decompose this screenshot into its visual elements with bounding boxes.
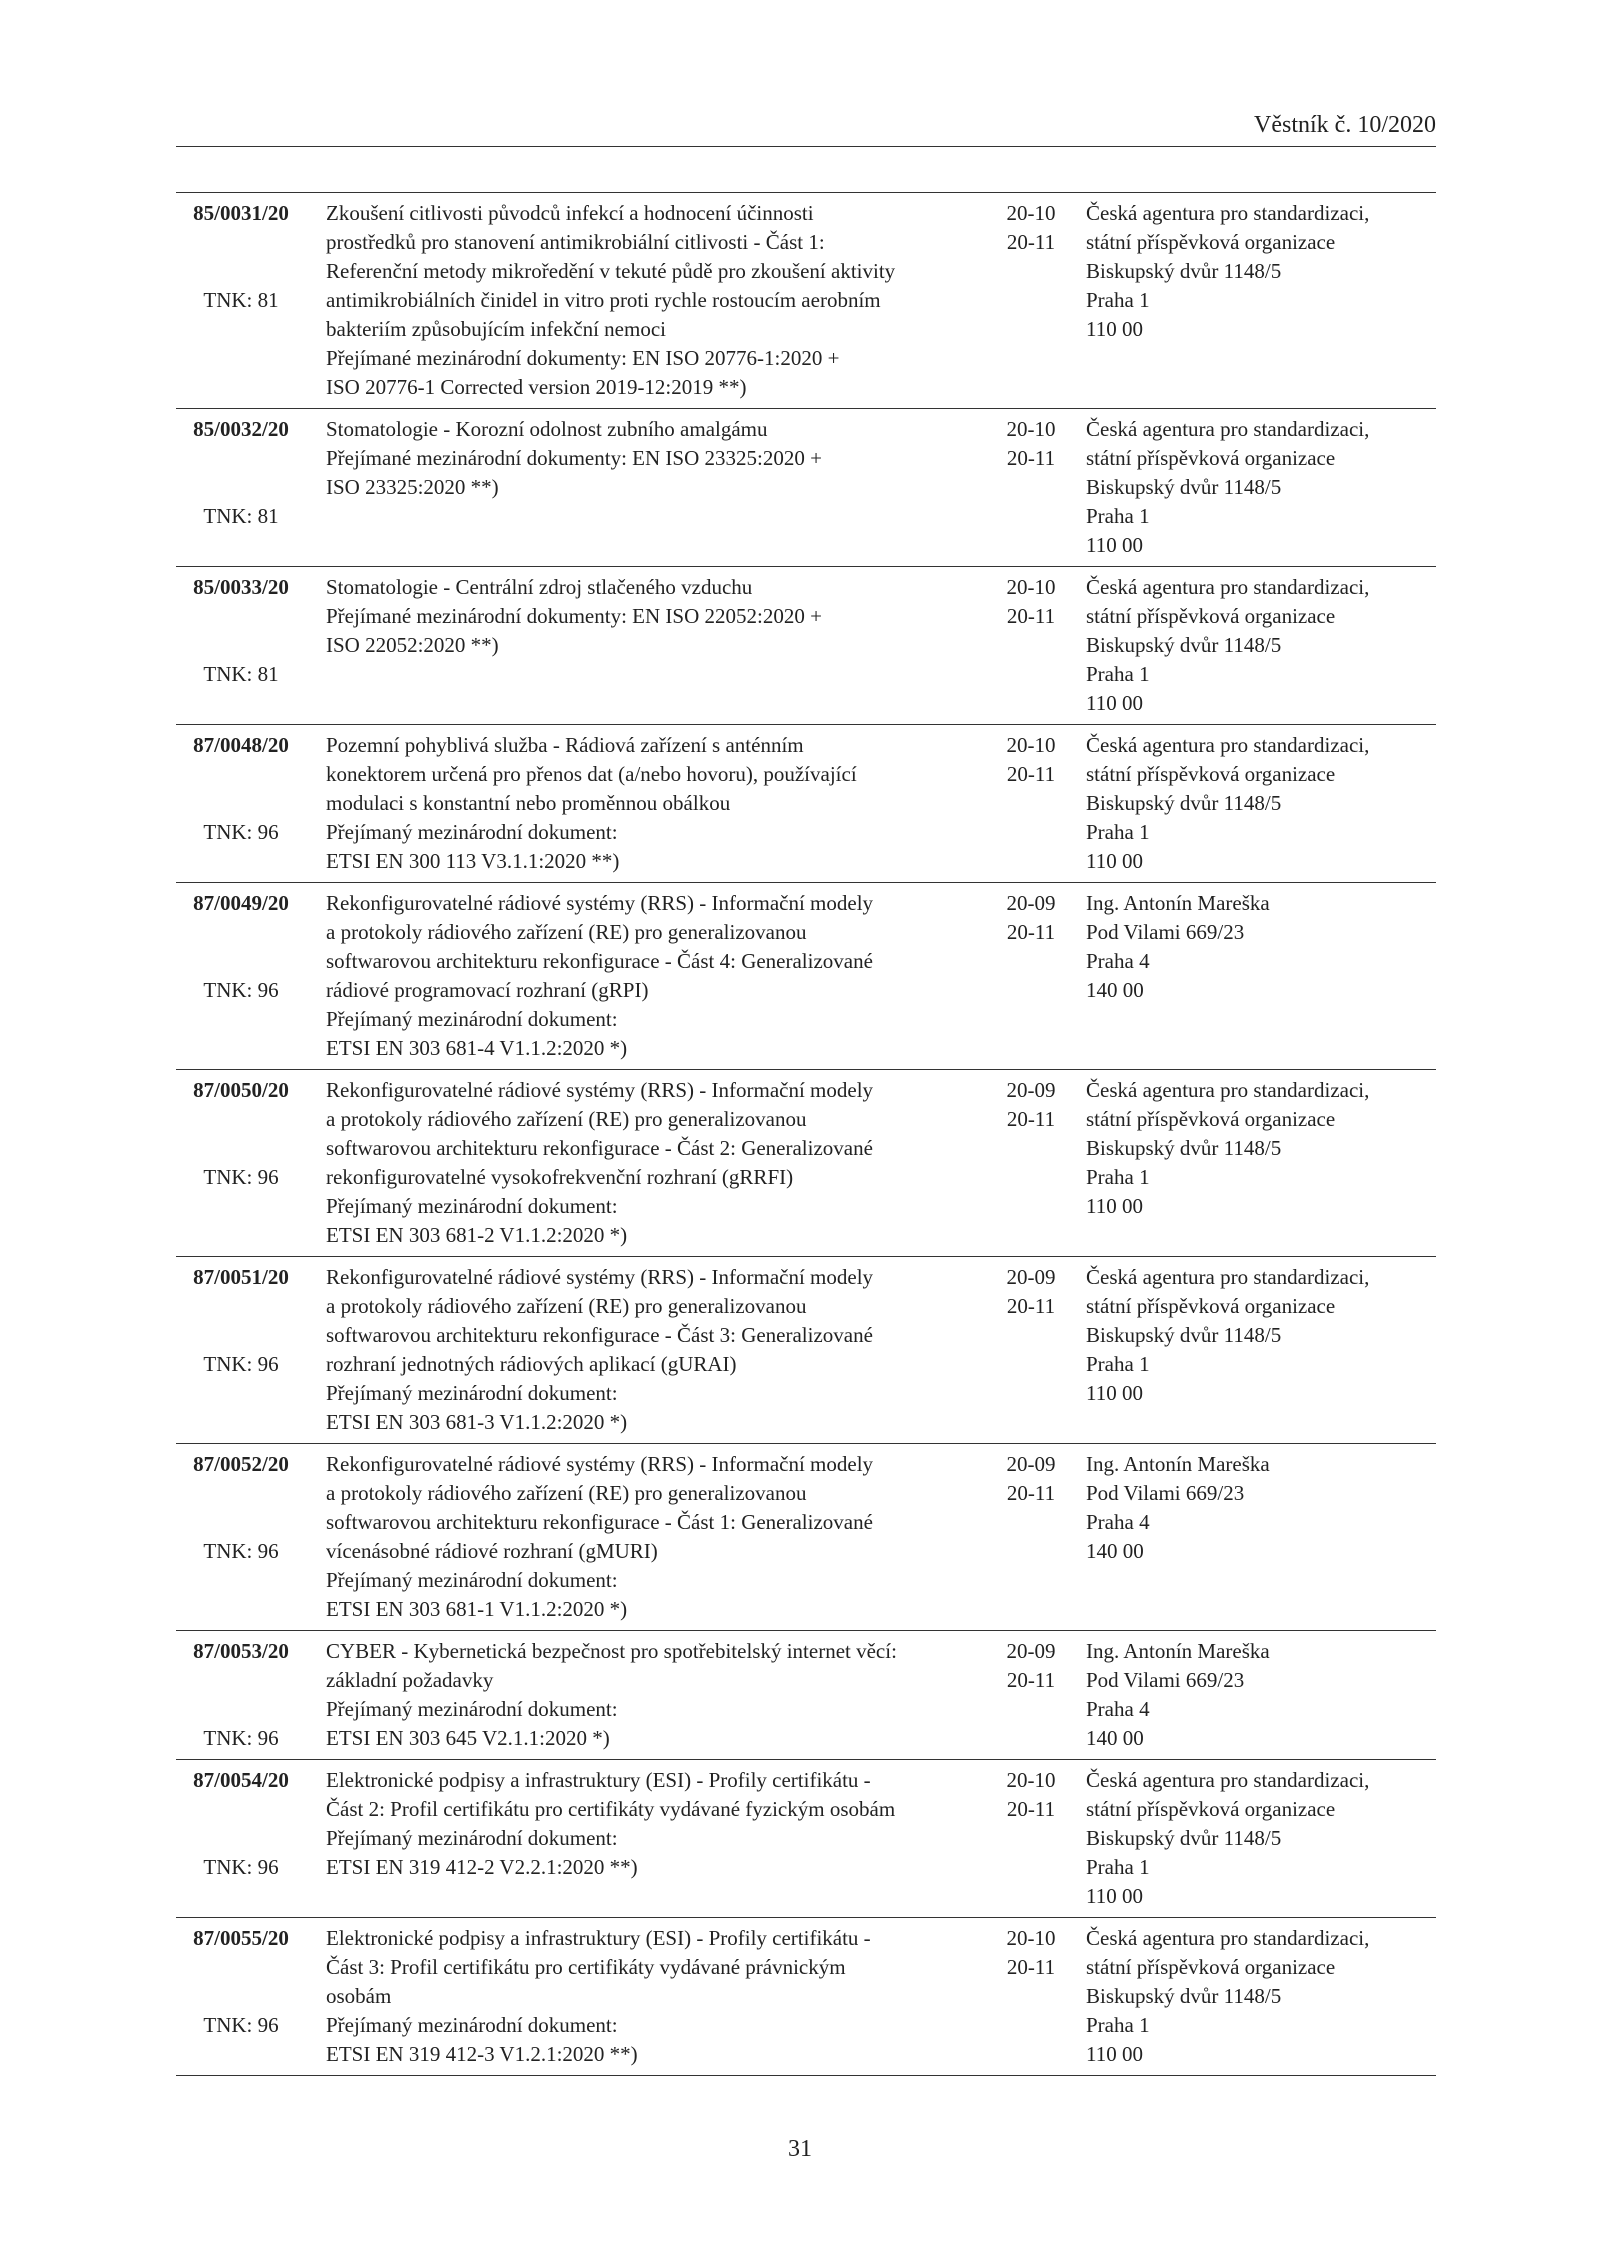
title-line: Stomatologie - Korozní odolnost zubního amalgámu	[326, 417, 768, 441]
dates-cell	[986, 1076, 1076, 1250]
title-line: Elektronické podpisy a infrastruktury (ESI) - Profily certifikátu -	[326, 1768, 871, 1792]
table-row	[176, 566, 1436, 724]
address-line: Biskupský dvůr 1148/5	[1086, 1984, 1282, 2008]
address-line: Pod Vilami 669/23	[1086, 920, 1245, 944]
title-line: Přejímaný mezinárodní dokument:	[326, 1826, 618, 1850]
address-line: státní příspěvková organizace	[1086, 604, 1336, 628]
title-line: konektorem určená pro přenos dat (a/nebo hovoru), používající	[326, 762, 857, 786]
dates-cell	[986, 731, 1076, 876]
processor-address-cell	[1076, 1076, 1436, 1250]
title-line: Stomatologie - Centrální zdroj stlačeného vzduchu	[326, 575, 753, 599]
tnk-number: TNK: 96	[203, 1165, 279, 1189]
standard-title-cell	[306, 1924, 986, 2069]
date-value: 20-11	[1006, 1107, 1056, 1131]
tnk-number: TNK: 81	[203, 504, 279, 528]
address-line: Biskupský dvůr 1148/5	[1086, 259, 1282, 283]
address-line: státní příspěvková organizace	[1086, 446, 1336, 470]
title-line: a protokoly rádiového zařízení (RE) pro generalizovanou	[326, 1107, 807, 1131]
journal-title: Věstník č. 10/2020	[1254, 112, 1436, 138]
standard-title-cell	[306, 731, 986, 876]
processor-address-cell	[1076, 1766, 1436, 1911]
address-line: Pod Vilami 669/23	[1086, 1668, 1245, 1692]
tnk-number: TNK: 96	[203, 1539, 279, 1563]
address-line: státní příspěvková organizace	[1086, 1107, 1336, 1131]
processor-address-cell	[1076, 1450, 1436, 1624]
title-line: a protokoly rádiového zařízení (RE) pro generalizovanou	[326, 920, 807, 944]
standard-number: 87/0049/20	[193, 891, 289, 915]
standard-id-cell	[176, 731, 306, 876]
address-line: Česká agentura pro standardizaci,	[1086, 1926, 1370, 1950]
address-line: státní příspěvková organizace	[1086, 762, 1336, 786]
address-line: Praha 1	[1086, 288, 1150, 312]
table-row	[176, 724, 1436, 882]
address-line: 110 00	[1086, 1194, 1143, 1218]
address-line: státní příspěvková organizace	[1086, 1294, 1336, 1318]
title-line: Elektronické podpisy a infrastruktury (ESI) - Profily certifikátu -	[326, 1926, 871, 1950]
page-header	[176, 110, 1436, 147]
processor-address-cell	[1076, 573, 1436, 718]
address-line: Ing. Antonín Mareška	[1086, 1639, 1270, 1663]
standard-number: 85/0031/20	[193, 201, 289, 225]
standard-title-cell	[306, 1637, 986, 1753]
address-line: Česká agentura pro standardizaci,	[1086, 1768, 1370, 1792]
title-line: Přejímaný mezinárodní dokument:	[326, 1568, 618, 1592]
standard-id-cell	[176, 1924, 306, 2069]
dates-cell	[986, 415, 1076, 560]
dates-cell	[986, 1766, 1076, 1911]
address-line: státní příspěvková organizace	[1086, 1797, 1336, 1821]
title-line: prostředků pro stanovení antimikrobiální citlivosti - Část 1:	[326, 230, 825, 254]
standard-number: 85/0033/20	[193, 575, 289, 599]
title-line: Zkoušení citlivosti původců infekcí a hodnocení účinnosti	[326, 201, 814, 225]
title-line: Přejímané mezinárodní dokumenty: EN ISO 23325:2020 +	[326, 446, 822, 470]
address-line: Česká agentura pro standardizaci,	[1086, 733, 1370, 757]
address-line: 140 00	[1086, 978, 1144, 1002]
address-line: 110 00	[1086, 533, 1143, 557]
dates-cell	[986, 1924, 1076, 2069]
address-line: Pod Vilami 669/23	[1086, 1481, 1245, 1505]
title-line: a protokoly rádiového zařízení (RE) pro generalizovanou	[326, 1294, 807, 1318]
standard-number: 85/0032/20	[193, 417, 289, 441]
title-line: softwarovou architekturu rekonfigurace - Část 2: Generalizované	[326, 1136, 873, 1160]
title-line: Přejímaný mezinárodní dokument:	[326, 1697, 618, 1721]
standard-number: 87/0055/20	[193, 1926, 289, 1950]
tnk-number: TNK: 96	[203, 1726, 279, 1750]
title-line: softwarovou architekturu rekonfigurace - Část 1: Generalizované	[326, 1510, 873, 1534]
table-row	[176, 1759, 1436, 1917]
processor-address-cell	[1076, 731, 1436, 876]
standard-title-cell	[306, 1076, 986, 1250]
standards-table	[176, 192, 1436, 2076]
title-line: ETSI EN 303 681-1 V1.1.2:2020 *)	[326, 1597, 628, 1621]
address-line: 110 00	[1086, 849, 1143, 873]
standard-number: 87/0052/20	[193, 1452, 289, 1476]
address-line: Praha 4	[1086, 949, 1150, 973]
date-value: 20-09	[1006, 1265, 1056, 1289]
processor-address-cell	[1076, 889, 1436, 1063]
dates-cell	[986, 1637, 1076, 1753]
processor-address-cell	[1076, 1637, 1436, 1753]
processor-address-cell	[1076, 415, 1436, 560]
standard-id-cell	[176, 889, 306, 1063]
standard-number: 87/0053/20	[193, 1639, 289, 1663]
address-line: 140 00	[1086, 1539, 1144, 1563]
title-line: vícenásobné rádiové rozhraní (gMURI)	[326, 1539, 658, 1563]
tnk-number: TNK: 81	[203, 288, 279, 312]
title-line: Rekonfigurovatelné rádiové systémy (RRS) - Informační modely	[326, 891, 874, 915]
date-value: 20-11	[1006, 604, 1056, 628]
title-line: Část 3: Profil certifikátu pro certifikáty vydávané právnickým	[326, 1955, 846, 1979]
date-value: 20-11	[1006, 230, 1056, 254]
address-line: Praha 1	[1086, 1165, 1150, 1189]
address-line: 110 00	[1086, 1381, 1143, 1405]
address-line: 110 00	[1086, 691, 1143, 715]
title-line: ETSI EN 319 412-3 V1.2.1:2020 **)	[326, 2042, 638, 2066]
processor-address-cell	[1076, 1263, 1436, 1437]
address-line: Praha 1	[1086, 2013, 1150, 2037]
standard-id-cell	[176, 1450, 306, 1624]
address-line: Biskupský dvůr 1148/5	[1086, 1826, 1282, 1850]
title-line: ETSI EN 303 681-3 V1.1.2:2020 *)	[326, 1410, 628, 1434]
title-line: ETSI EN 303 681-2 V1.1.2:2020 *)	[326, 1223, 628, 1247]
address-line: Biskupský dvůr 1148/5	[1086, 633, 1282, 657]
table-row	[176, 1443, 1436, 1630]
title-line: Přejímané mezinárodní dokumenty: EN ISO 22052:2020 +	[326, 604, 822, 628]
date-value: 20-11	[1006, 762, 1056, 786]
title-line: antimikrobiálních činidel in vitro proti rychle rostoucím aerobním	[326, 288, 881, 312]
dates-cell	[986, 1263, 1076, 1437]
address-line: Biskupský dvůr 1148/5	[1086, 1136, 1282, 1160]
address-line: Česká agentura pro standardizaci,	[1086, 575, 1370, 599]
date-value: 20-11	[1006, 1668, 1056, 1692]
title-line: Referenční metody mikroředění v tekuté půdě pro zkoušení aktivity	[326, 259, 896, 283]
address-line: Biskupský dvůr 1148/5	[1086, 1323, 1282, 1347]
tnk-number: TNK: 96	[203, 820, 279, 844]
address-line: Praha 1	[1086, 1352, 1150, 1376]
address-line: Česká agentura pro standardizaci,	[1086, 1265, 1370, 1289]
table-row	[176, 408, 1436, 566]
title-line: rozhraní jednotných rádiových aplikací (gURAI)	[326, 1352, 737, 1376]
date-value: 20-11	[1006, 1294, 1056, 1318]
date-value: 20-09	[1006, 1639, 1056, 1663]
processor-address-cell	[1076, 1924, 1436, 2069]
title-line: Rekonfigurovatelné rádiové systémy (RRS) - Informační modely	[326, 1265, 874, 1289]
address-line: Praha 1	[1086, 820, 1150, 844]
title-line: rekonfigurovatelné vysokofrekvenční rozhraní (gRRFI)	[326, 1165, 794, 1189]
title-line: Přejímané mezinárodní dokumenty: EN ISO 20776-1:2020 +	[326, 346, 840, 370]
address-line: státní příspěvková organizace	[1086, 230, 1336, 254]
title-line: Přejímaný mezinárodní dokument:	[326, 1007, 618, 1031]
title-line: ETSI EN 303 681-4 V1.1.2:2020 *)	[326, 1036, 628, 1060]
title-line: Pozemní pohyblivá služba - Rádiová zařízení s anténním	[326, 733, 804, 757]
standard-title-cell	[306, 415, 986, 560]
tnk-number: TNK: 96	[203, 2013, 279, 2037]
date-value: 20-10	[1006, 1768, 1056, 1792]
address-line: Praha 4	[1086, 1697, 1150, 1721]
title-line: Část 2: Profil certifikátu pro certifikáty vydávané fyzickým osobám	[326, 1797, 896, 1821]
address-line: Česká agentura pro standardizaci,	[1086, 1078, 1370, 1102]
title-line: bakteriím způsobujícím infekční nemoci	[326, 317, 666, 341]
address-line: Biskupský dvůr 1148/5	[1086, 475, 1282, 499]
date-value: 20-10	[1006, 575, 1056, 599]
title-line: rádiové programovací rozhraní (gRPI)	[326, 978, 649, 1002]
dates-cell	[986, 573, 1076, 718]
title-line: osobám	[326, 1984, 392, 2008]
title-line: Přejímaný mezinárodní dokument:	[326, 1381, 618, 1405]
date-value: 20-10	[1006, 417, 1056, 441]
title-line: základní požadavky	[326, 1668, 494, 1692]
dates-cell	[986, 889, 1076, 1063]
standard-number: 87/0050/20	[193, 1078, 289, 1102]
address-line: Praha 1	[1086, 504, 1150, 528]
standard-id-cell	[176, 1263, 306, 1437]
title-line: Rekonfigurovatelné rádiové systémy (RRS) - Informační modely	[326, 1452, 874, 1476]
standard-title-cell	[306, 199, 986, 402]
table-row	[176, 192, 1436, 408]
tnk-number: TNK: 81	[203, 662, 279, 686]
date-value: 20-09	[1006, 1078, 1056, 1102]
address-line: Ing. Antonín Mareška	[1086, 1452, 1270, 1476]
title-line: Přejímaný mezinárodní dokument:	[326, 820, 618, 844]
title-line: ISO 20776-1 Corrected version 2019-12:2019 **)	[326, 375, 747, 399]
standard-title-cell	[306, 1263, 986, 1437]
address-line: Biskupský dvůr 1148/5	[1086, 791, 1282, 815]
table-row	[176, 1256, 1436, 1443]
address-line: Praha 1	[1086, 1855, 1150, 1879]
page-number: 31	[788, 2136, 812, 2162]
date-value: 20-10	[1006, 1926, 1056, 1950]
title-line: ISO 23325:2020 **)	[326, 475, 499, 499]
date-value: 20-09	[1006, 891, 1056, 915]
date-value: 20-11	[1006, 446, 1056, 470]
title-line: modulaci s konstantní nebo proměnnou obálkou	[326, 791, 731, 815]
processor-address-cell	[1076, 199, 1436, 402]
title-line: a protokoly rádiového zařízení (RE) pro generalizovanou	[326, 1481, 807, 1505]
date-value: 20-11	[1006, 1955, 1056, 1979]
address-line: 110 00	[1086, 317, 1143, 341]
title-line: Rekonfigurovatelné rádiové systémy (RRS) - Informační modely	[326, 1078, 874, 1102]
standard-title-cell	[306, 1450, 986, 1624]
address-line: 110 00	[1086, 2042, 1143, 2066]
title-line: softwarovou architekturu rekonfigurace - Část 3: Generalizované	[326, 1323, 873, 1347]
tnk-number: TNK: 96	[203, 1855, 279, 1879]
tnk-number: TNK: 96	[203, 978, 279, 1002]
standard-title-cell	[306, 1766, 986, 1911]
standard-number: 87/0054/20	[193, 1768, 289, 1792]
standard-title-cell	[306, 889, 986, 1063]
standard-id-cell	[176, 199, 306, 402]
title-line: Přejímaný mezinárodní dokument:	[326, 1194, 618, 1218]
address-line: Praha 1	[1086, 662, 1150, 686]
address-line: 140 00	[1086, 1726, 1144, 1750]
dates-cell	[986, 1450, 1076, 1624]
title-line: ISO 22052:2020 **)	[326, 633, 499, 657]
address-line: Česká agentura pro standardizaci,	[1086, 417, 1370, 441]
address-line: Česká agentura pro standardizaci,	[1086, 201, 1370, 225]
address-line: Praha 4	[1086, 1510, 1150, 1534]
title-line: softwarovou architekturu rekonfigurace - Část 4: Generalizované	[326, 949, 873, 973]
title-line: ETSI EN 319 412-2 V2.2.1:2020 **)	[326, 1855, 638, 1879]
standard-number: 87/0048/20	[193, 733, 289, 757]
date-value: 20-11	[1006, 1481, 1056, 1505]
address-line: státní příspěvková organizace	[1086, 1955, 1336, 1979]
tnk-number: TNK: 96	[203, 1352, 279, 1376]
title-line: ETSI EN 303 645 V2.1.1:2020 *)	[326, 1726, 610, 1750]
standard-id-cell	[176, 573, 306, 718]
title-line: ETSI EN 300 113 V3.1.1:2020 **)	[326, 849, 620, 873]
date-value: 20-10	[1006, 733, 1056, 757]
table-row	[176, 1917, 1436, 2076]
standard-id-cell	[176, 1637, 306, 1753]
title-line: CYBER - Kybernetická bezpečnost pro spotřebitelský internet věcí:	[326, 1639, 897, 1663]
date-value: 20-11	[1006, 1797, 1056, 1821]
standard-number: 87/0051/20	[193, 1265, 289, 1289]
date-value: 20-10	[1006, 201, 1056, 225]
table-row	[176, 882, 1436, 1069]
title-line: Přejímaný mezinárodní dokument:	[326, 2013, 618, 2037]
table-row	[176, 1069, 1436, 1256]
address-line: 110 00	[1086, 1884, 1143, 1908]
standard-id-cell	[176, 1766, 306, 1911]
dates-cell	[986, 199, 1076, 402]
table-row	[176, 1630, 1436, 1759]
date-value: 20-09	[1006, 1452, 1056, 1476]
standard-title-cell	[306, 573, 986, 718]
standard-id-cell	[176, 415, 306, 560]
date-value: 20-11	[1006, 920, 1056, 944]
address-line: Ing. Antonín Mareška	[1086, 891, 1270, 915]
standard-id-cell	[176, 1076, 306, 1250]
